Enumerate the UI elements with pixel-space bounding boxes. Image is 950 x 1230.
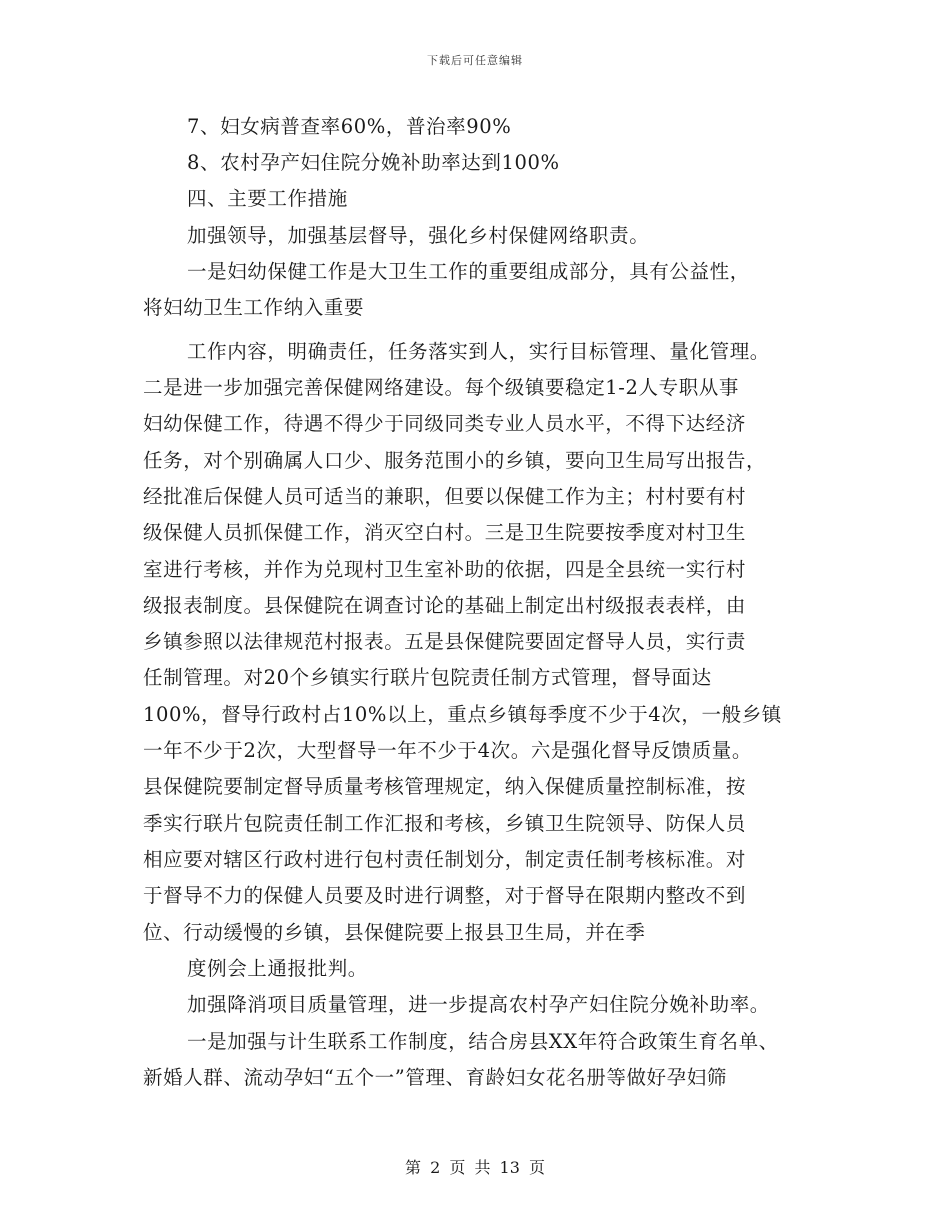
text-line: 工作内容，明确责任，任务落实到人，实行目标管理、量化管理。 — [187, 340, 770, 363]
text-line: 乡镇参照以法律规范村报表。五是县保健院要固定督导人员，实行责 — [143, 630, 747, 653]
text-line: 加强降消项目质量管理，进一步提高农村孕产妇住院分娩补助率。 — [187, 993, 770, 1016]
text-line: 县保健院要制定督导质量考核管理规定，纳入保健质量控制标准，按 — [143, 775, 747, 798]
text-line: 二是进一步加强完善保健网络建设。每个级镇要稳定1-2人专职从事 — [143, 376, 740, 399]
section-heading: 四、主要工作措施 — [187, 187, 348, 210]
text-line: 8、农村孕产妇住院分娩补助率达到100% — [187, 151, 560, 174]
text-line: 妇幼保健工作，待遇不得少于同级同类专业人员水平，不得下达经济 — [143, 412, 747, 435]
text-line: 将妇幼卫生工作纳入重要 — [143, 296, 365, 319]
text-line: 位、行动缓慢的乡镇，县保健院要上报县卫生局，并在季 — [143, 921, 646, 944]
text-line: 任制管理。对20个乡镇实行联片包院责任制方式管理，督导面达 — [143, 666, 712, 689]
text-line: 相应要对辖区行政村进行包村责任制划分，制定责任制考核标准。对 — [143, 848, 747, 871]
text-line: 加强领导，加强基层督导，强化乡村保健网络职责。 — [187, 224, 650, 247]
page-header: 下载后可任意编辑 — [427, 54, 523, 67]
text-line: 季实行联片包院责任制工作汇报和考核，乡镇卫生院领导、防保人员 — [143, 812, 747, 835]
text-line: 经批准后保健人员可适当的兼职，但要以保健工作为主；村村要有村 — [143, 485, 747, 508]
page-number-footer: 第 2 页 共 13 页 — [405, 1158, 545, 1177]
text-line: 7、妇女病普查率60%，普治率90% — [187, 115, 512, 138]
text-line: 100%，督导行政村占10%以上，重点乡镇每季度不少于4次，一般乡镇 — [143, 703, 782, 726]
text-line: 级报表制度。县保健院在调查讨论的基础上制定出村级报表表样，由 — [143, 594, 747, 617]
text-line: 一是妇幼保健工作是大卫生工作的重要组成部分，具有公益性， — [187, 260, 750, 283]
text-line: 度例会上通报批判。 — [187, 957, 368, 980]
text-line: 级保健人员抓保健工作，消灭空白村。三是卫生院要按季度对村卫生 — [143, 521, 747, 544]
text-line: 一年不少于2次，大型督导一年不少于4次。六是强化督导反馈质量。 — [143, 739, 752, 762]
text-line: 室进行考核，并作为兑现村卫生室补助的依据，四是全县统一实行村 — [143, 558, 747, 581]
text-line: 新婚人群、流动孕妇“五个一”管理、育龄妇女花名册等做好孕妇筛 — [143, 1066, 727, 1089]
text-line: 一是加强与计生联系工作制度，结合房县XX年符合政策生育名单、 — [187, 1030, 779, 1053]
text-line: 任务，对个别确属人口少、服务范围小的乡镇，要向卫生局写出报告， — [143, 449, 767, 472]
text-line: 于督导不力的保健人员要及时进行调整，对于督导在限期内整改不到 — [143, 884, 747, 907]
